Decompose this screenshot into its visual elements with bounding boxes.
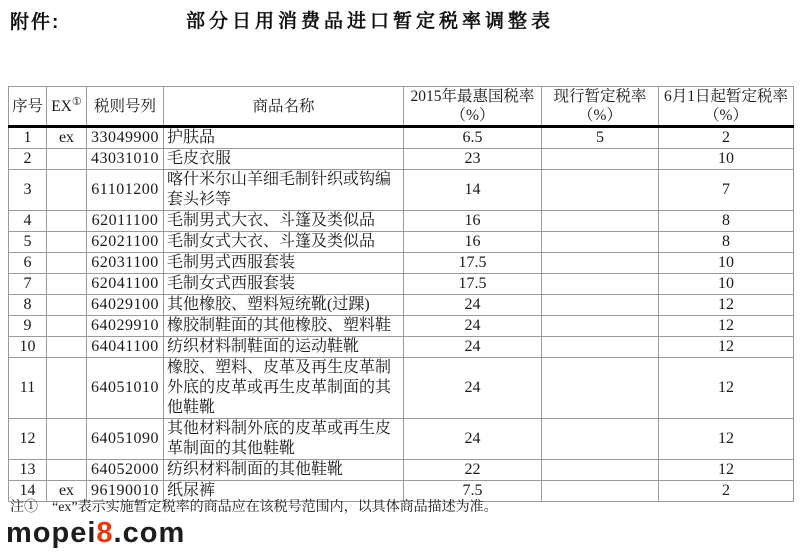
cell-current <box>542 170 659 211</box>
cell-name: 橡胶制鞋面的其他橡胶、塑料鞋 <box>164 316 404 337</box>
cell-code: 62041100 <box>87 274 164 295</box>
cell-name: 毛制男式西服套装 <box>164 253 404 274</box>
cell-code: 33049900 <box>87 127 164 149</box>
cell-mfn2015: 24 <box>404 337 542 358</box>
cell-june1: 12 <box>659 358 794 419</box>
cell-mfn2015: 24 <box>404 295 542 316</box>
cell-ex <box>47 149 87 170</box>
cell-ex <box>47 253 87 274</box>
col-header-ex-label: EX <box>51 97 72 115</box>
cell-code: 64051090 <box>87 419 164 460</box>
cell-ex <box>47 460 87 481</box>
cell-current <box>542 316 659 337</box>
watermark-highlight: 8 <box>96 517 114 549</box>
watermark-suffix: .com <box>113 517 186 549</box>
cell-mfn2015: 17.5 <box>404 274 542 295</box>
cell-no: 6 <box>9 253 47 274</box>
cell-code: 64052000 <box>87 460 164 481</box>
watermark <box>6 517 185 550</box>
cell-no: 8 <box>9 295 47 316</box>
cell-mfn2015: 16 <box>404 232 542 253</box>
table-row <box>9 211 794 232</box>
cell-current <box>542 481 659 502</box>
cell-current <box>542 419 659 460</box>
cell-current <box>542 295 659 316</box>
table-row <box>9 316 794 337</box>
table-row <box>9 295 794 316</box>
table-row <box>9 149 794 170</box>
cell-ex <box>47 295 87 316</box>
cell-mfn2015: 7.5 <box>404 481 542 502</box>
cell-code: 43031010 <box>87 149 164 170</box>
cell-code: 62011100 <box>87 211 164 232</box>
table-row <box>9 170 794 211</box>
cell-current <box>542 274 659 295</box>
cell-june1: 12 <box>659 316 794 337</box>
col-header-mfn2015-pct: （%） <box>450 107 495 124</box>
cell-mfn2015: 24 <box>404 316 542 337</box>
cell-ex <box>47 358 87 419</box>
col-header-code: 税则号列 <box>87 87 164 127</box>
cell-ex <box>47 274 87 295</box>
cell-june1: 7 <box>659 170 794 211</box>
cell-name: 其他材料制外底的皮革或再生皮革制面的其他鞋靴 <box>164 419 404 460</box>
cell-name: 纺织材料制面的其他鞋靴 <box>164 460 404 481</box>
cell-code: 62021100 <box>87 232 164 253</box>
col-header-current-pct: （%） <box>578 107 622 124</box>
cell-no: 12 <box>9 419 47 460</box>
cell-june1: 10 <box>659 274 794 295</box>
cell-mfn2015: 17.5 <box>404 253 542 274</box>
cell-no: 3 <box>9 170 47 211</box>
cell-mfn2015: 14 <box>404 170 542 211</box>
cell-name: 橡胶、塑料、皮革及再生皮革制外底的皮革或再生皮革制面的其他鞋靴 <box>164 358 404 419</box>
cell-no: 11 <box>9 358 47 419</box>
cell-code: 62031100 <box>87 253 164 274</box>
table-row <box>9 127 794 149</box>
cell-ex: ex <box>47 481 87 502</box>
cell-code: 64029100 <box>87 295 164 316</box>
col-header-mfn2015 <box>404 87 542 127</box>
cell-name: 纸尿裤 <box>164 481 404 502</box>
cell-no: 14 <box>9 481 47 502</box>
cell-june1: 2 <box>659 481 794 502</box>
col-header-june1 <box>659 87 794 127</box>
col-header-june1-pct: （%） <box>704 107 748 124</box>
cell-ex <box>47 316 87 337</box>
col-header-current-label: 现行暂定税率 <box>553 88 647 105</box>
table-row <box>9 232 794 253</box>
col-header-no: 序号 <box>9 87 47 127</box>
table-body <box>9 127 794 502</box>
cell-current: 5 <box>542 127 659 149</box>
cell-name: 喀什米尔山羊细毛制针织或钩编套头衫等 <box>164 170 404 211</box>
tariff-table <box>8 86 794 502</box>
cell-ex <box>47 419 87 460</box>
cell-code: 64041100 <box>87 337 164 358</box>
col-header-mfn2015-label: 2015年最惠国税率 <box>410 88 535 105</box>
col-header-june1-label: 6月1日起暂定税率 <box>663 88 788 105</box>
cell-name: 毛制女式西服套装 <box>164 274 404 295</box>
cell-no: 5 <box>9 232 47 253</box>
cell-mfn2015: 22 <box>404 460 542 481</box>
cell-code: 96190010 <box>87 481 164 502</box>
cell-no: 1 <box>9 127 47 149</box>
cell-june1: 2 <box>659 127 794 149</box>
table-row <box>9 419 794 460</box>
cell-name: 毛制女式大衣、斗篷及类似品 <box>164 232 404 253</box>
cell-june1: 12 <box>659 295 794 316</box>
cell-june1: 10 <box>659 149 794 170</box>
cell-no: 2 <box>9 149 47 170</box>
cell-current <box>542 337 659 358</box>
table-row <box>9 253 794 274</box>
cell-june1: 8 <box>659 211 794 232</box>
footnote: 注① “ex”表示实施暂定税率的商品应在该税号范围内，以具体商品描述为准。 <box>10 500 498 515</box>
cell-ex <box>47 232 87 253</box>
cell-no: 4 <box>9 211 47 232</box>
table-row <box>9 337 794 358</box>
table-row <box>9 460 794 481</box>
table-row <box>9 358 794 419</box>
col-header-current <box>542 87 659 127</box>
col-header-ex <box>47 87 87 127</box>
cell-name: 其他橡胶、塑料短统靴(过踝) <box>164 295 404 316</box>
page-title: 部分日用消费品进口暂定税率调整表 <box>186 11 555 32</box>
cell-code: 61101200 <box>87 170 164 211</box>
cell-code: 64029910 <box>87 316 164 337</box>
cell-mfn2015: 6.5 <box>404 127 542 149</box>
cell-no: 10 <box>9 337 47 358</box>
cell-name: 毛制男式大衣、斗篷及类似品 <box>164 211 404 232</box>
table-row <box>9 274 794 295</box>
cell-mfn2015: 16 <box>404 211 542 232</box>
cell-current <box>542 211 659 232</box>
cell-current <box>542 358 659 419</box>
watermark-prefix: mopei <box>6 517 97 549</box>
cell-ex <box>47 170 87 211</box>
table-header-row <box>9 87 794 127</box>
cell-june1: 8 <box>659 232 794 253</box>
cell-current <box>542 460 659 481</box>
cell-name: 护肤品 <box>164 127 404 149</box>
cell-mfn2015: 24 <box>404 419 542 460</box>
footnote-marker-icon: ① <box>71 95 82 108</box>
cell-ex <box>47 211 87 232</box>
cell-june1: 10 <box>659 253 794 274</box>
cell-ex <box>47 337 87 358</box>
cell-current <box>542 253 659 274</box>
cell-no: 9 <box>9 316 47 337</box>
cell-june1: 12 <box>659 419 794 460</box>
cell-ex: ex <box>47 127 87 149</box>
cell-name: 纺织材料制鞋面的运动鞋靴 <box>164 337 404 358</box>
cell-current <box>542 232 659 253</box>
cell-mfn2015: 24 <box>404 358 542 419</box>
cell-no: 7 <box>9 274 47 295</box>
col-header-name: 商品名称 <box>164 87 404 127</box>
cell-current <box>542 149 659 170</box>
cell-june1: 12 <box>659 337 794 358</box>
cell-no: 13 <box>9 460 47 481</box>
cell-code: 64051010 <box>87 358 164 419</box>
cell-june1: 12 <box>659 460 794 481</box>
attachment-label: 附件: <box>10 12 61 33</box>
cell-name: 毛皮衣服 <box>164 149 404 170</box>
cell-mfn2015: 23 <box>404 149 542 170</box>
